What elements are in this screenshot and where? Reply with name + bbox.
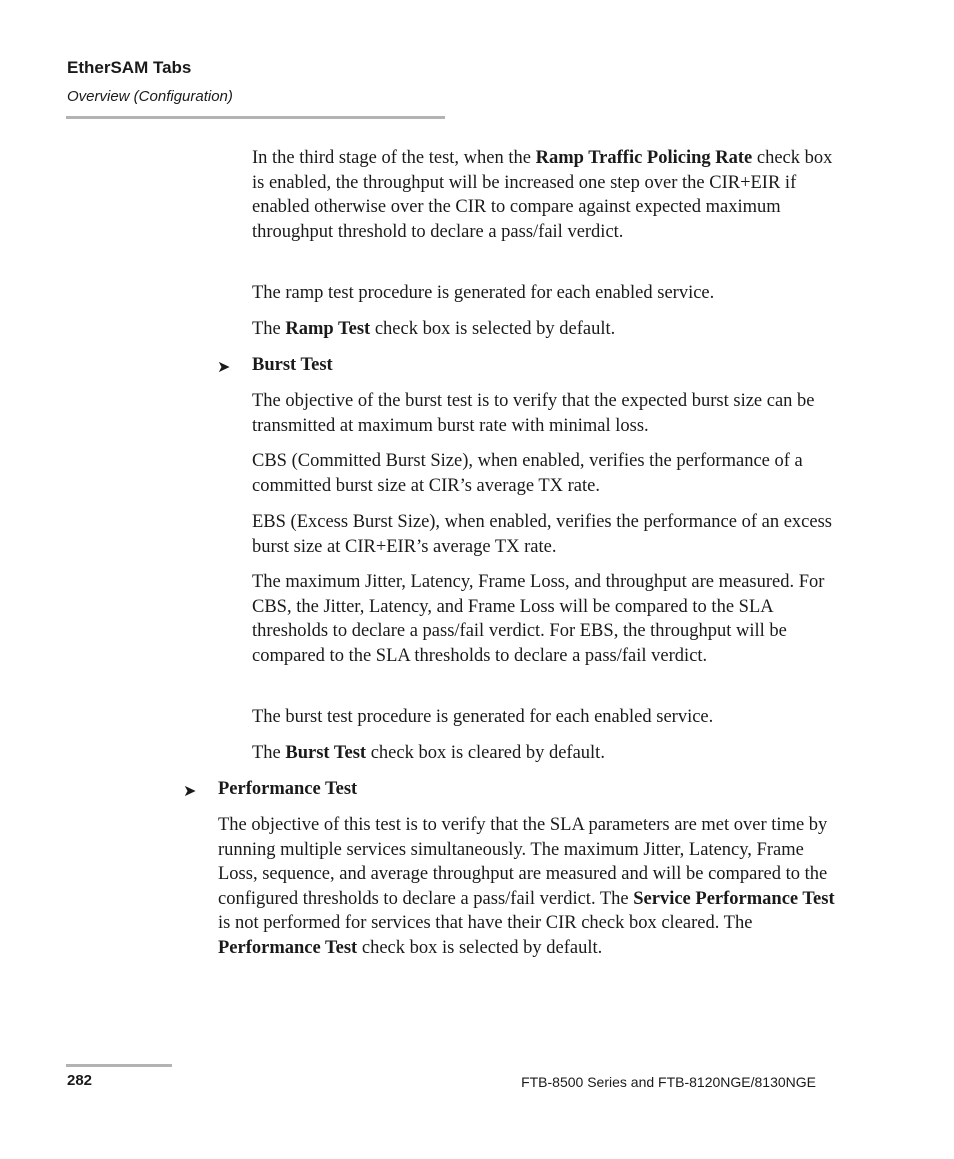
section-subtitle: Overview (Configuration) — [67, 88, 233, 105]
burst-procedure-paragraph: The burst test procedure is generated for each enabled service. — [252, 707, 714, 727]
text-run: is not performed for services that have their CIR check box cleared. The — [218, 913, 753, 934]
text-run: The — [252, 743, 286, 763]
text-run: The — [252, 319, 286, 339]
cbs-paragraph: CBS (Committed Burst Size), when enabled, verifies the performance of a committed burst size at CIR’s average TX rate. — [252, 451, 803, 496]
page-number: 282 — [67, 1072, 93, 1089]
performance-test-heading: Performance Test — [218, 779, 358, 799]
burst-default-paragraph — [252, 741, 842, 766]
text-run: check box is selected by default. — [370, 319, 616, 339]
ramp-default-paragraph — [252, 317, 842, 342]
performance-paragraph — [218, 813, 838, 961]
bold-term: Performance Test — [218, 937, 358, 958]
footer-divider — [66, 1064, 172, 1067]
burst-test-heading: Burst Test — [252, 355, 333, 375]
ebs-paragraph: EBS (Excess Burst Size), when enabled, verifies the performance of an excess burst size at CIR+EIR’s average TX rate. — [252, 512, 832, 557]
burst-objective-paragraph: The objective of the burst test is to verify that the expected burst size can be transmitted at maximum burst rate with minimal loss. — [252, 391, 815, 436]
bullet-arrow-icon: ➤ — [183, 781, 197, 800]
burst-measure-paragraph: The maximum Jitter, Latency, Frame Loss, and throughput are measured. For CBS, the Jitter, Latency, and Frame Loss will be compared to the SLA thresholds to declare a pass/fail verdict. For EBS, the throughput will be compared to the SLA thresholds to declare a pass/fail verdict. — [252, 572, 825, 666]
ramp-procedure-paragraph: The ramp test procedure is generated for each enabled service. — [252, 283, 715, 303]
header-divider — [66, 116, 445, 119]
bold-term: Ramp Test — [285, 319, 371, 339]
document-title: FTB-8500 Series and FTB-8120NGE/8130NGE — [521, 1074, 816, 1090]
bold-term: Burst Test — [285, 743, 367, 763]
text-run: The objective of this test is to verify that the SLA parameters are met over time by running multiple services simultaneously. The maximum Jitter, Latency, Frame Loss, sequence, and average throughput are measured and will be compared to the configured thresholds to declare a pass/fail verdict. The — [218, 815, 828, 909]
ramp-stage-paragraph — [252, 146, 842, 244]
bullet-arrow-icon: ➤ — [217, 357, 231, 376]
text-run: In the third stage of the test, when the — [252, 148, 536, 168]
text-run: check box is cleared by default. — [366, 743, 605, 763]
bold-term: Service Performance Test — [633, 888, 835, 909]
bold-term: Ramp Traffic Policing Rate — [535, 148, 753, 168]
text-run: check box is enabled, the throughput will be increased one step over the CIR+EIR if enabled otherwise over the CIR to compare against expected maximum throughput threshold to declare a pass/fail verdict. — [252, 148, 833, 242]
text-run: check box is selected by default. — [357, 937, 603, 958]
section-title: EtherSAM Tabs — [67, 58, 192, 77]
